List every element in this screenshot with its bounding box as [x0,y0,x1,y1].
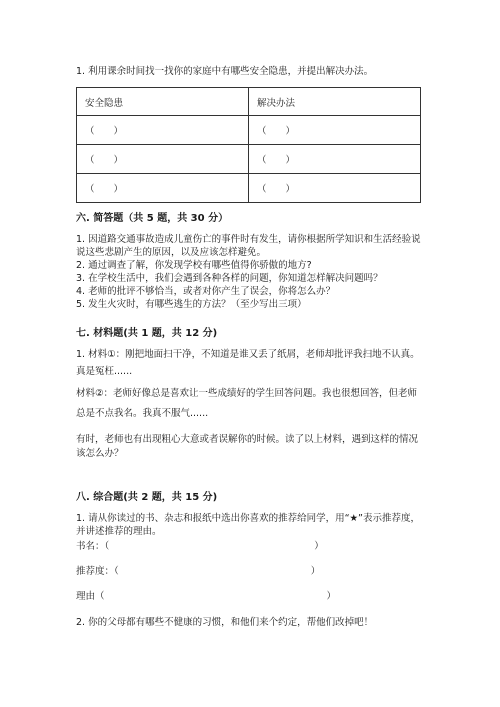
recommendation-label: 推荐度：（ [76,566,119,577]
list-item: 3. 在学校生活中，我们会遇到各种各样的问题，你知道怎样解决问题吗？ [76,273,383,284]
book-name-field[interactable] [76,538,324,552]
recommendation-field[interactable] [76,563,320,577]
table-cell-solution[interactable]: （ ） [249,145,421,174]
book-name-label: 书名：（ [76,541,110,552]
reason-label: 理由（ [76,591,105,602]
list-item: 4. 老师的批评不够恰当，或者对你产生了误会，你将怎么办？ [76,286,336,297]
table-header-hazard: 安全隐患 [77,88,249,116]
section-8-title: 八. 综合题(共 2 题，共 15 分) [76,492,218,503]
table-cell-solution[interactable]: （ ） [249,116,421,145]
table-cell-hazard[interactable]: （ ） [77,116,249,145]
table-row [77,145,421,174]
table-header-solution: 解决办法 [249,88,421,116]
safety-hazard-table [76,87,421,203]
table-cell-solution[interactable]: （ ） [249,174,421,203]
material-question: 有时，老师也有出现粗心大意或者误解你的时候。读了以上材料，遇到这样的情况该怎么办？ [76,434,419,459]
question-1: 1. 利用课余时间找一找你的家庭中有哪些安全隐患，并提出解决办法。 [76,66,374,77]
section-6-title: 六. 简答题（共 5 题，共 30 分） [76,213,229,224]
table-row [77,174,421,203]
list-item: 1. 因道路交通事故造成儿童伤亡的事件时有发生，请你根据所学知识和生活经验说说这些悲剧产生的原因，以及应该怎样避免。 [76,234,421,258]
list-item: 5. 发生火灾时，有哪些逃生的方法？（至少写出三项） [76,299,307,310]
comprehensive-question-2: 2. 你的父母都有哪些不健康的习惯，和他们来个约定，帮他们改掉吧！ [76,617,374,628]
list-item: 2. 通过调查了解，你发现学校有哪些值得你骄傲的地方? [76,260,312,271]
recommendation-close: ） [310,566,321,577]
reason-field[interactable] [76,588,336,602]
comprehensive-question-1: 1. 请从你读过的书、杂志和报纸中选出你喜欢的推荐给同学，用“★”表示推荐度，并讲述推荐的理由。 [76,513,420,537]
section-7-title: 七. 材料题(共 1 题，共 12 分) [76,328,218,339]
table-cell-hazard[interactable]: （ ） [77,174,249,203]
material-1: 1. 材料①：刚把地面扫干净，不知道是谁又丢了纸屑，老师却批评我扫地不认真。真是冤枉...... [76,349,420,377]
table-header-row [77,88,421,116]
book-name-close: ） [314,541,324,552]
table-row [77,116,421,145]
table-cell-hazard[interactable]: （ ） [77,145,249,174]
section-6-questions [76,233,424,311]
reason-close: ） [326,591,337,602]
material-2: 材料②：老师好像总是喜欢让一些成绩好的学生回答问题。我也很想回答，但老师总是不点我名。我真不服气...... [76,388,418,419]
